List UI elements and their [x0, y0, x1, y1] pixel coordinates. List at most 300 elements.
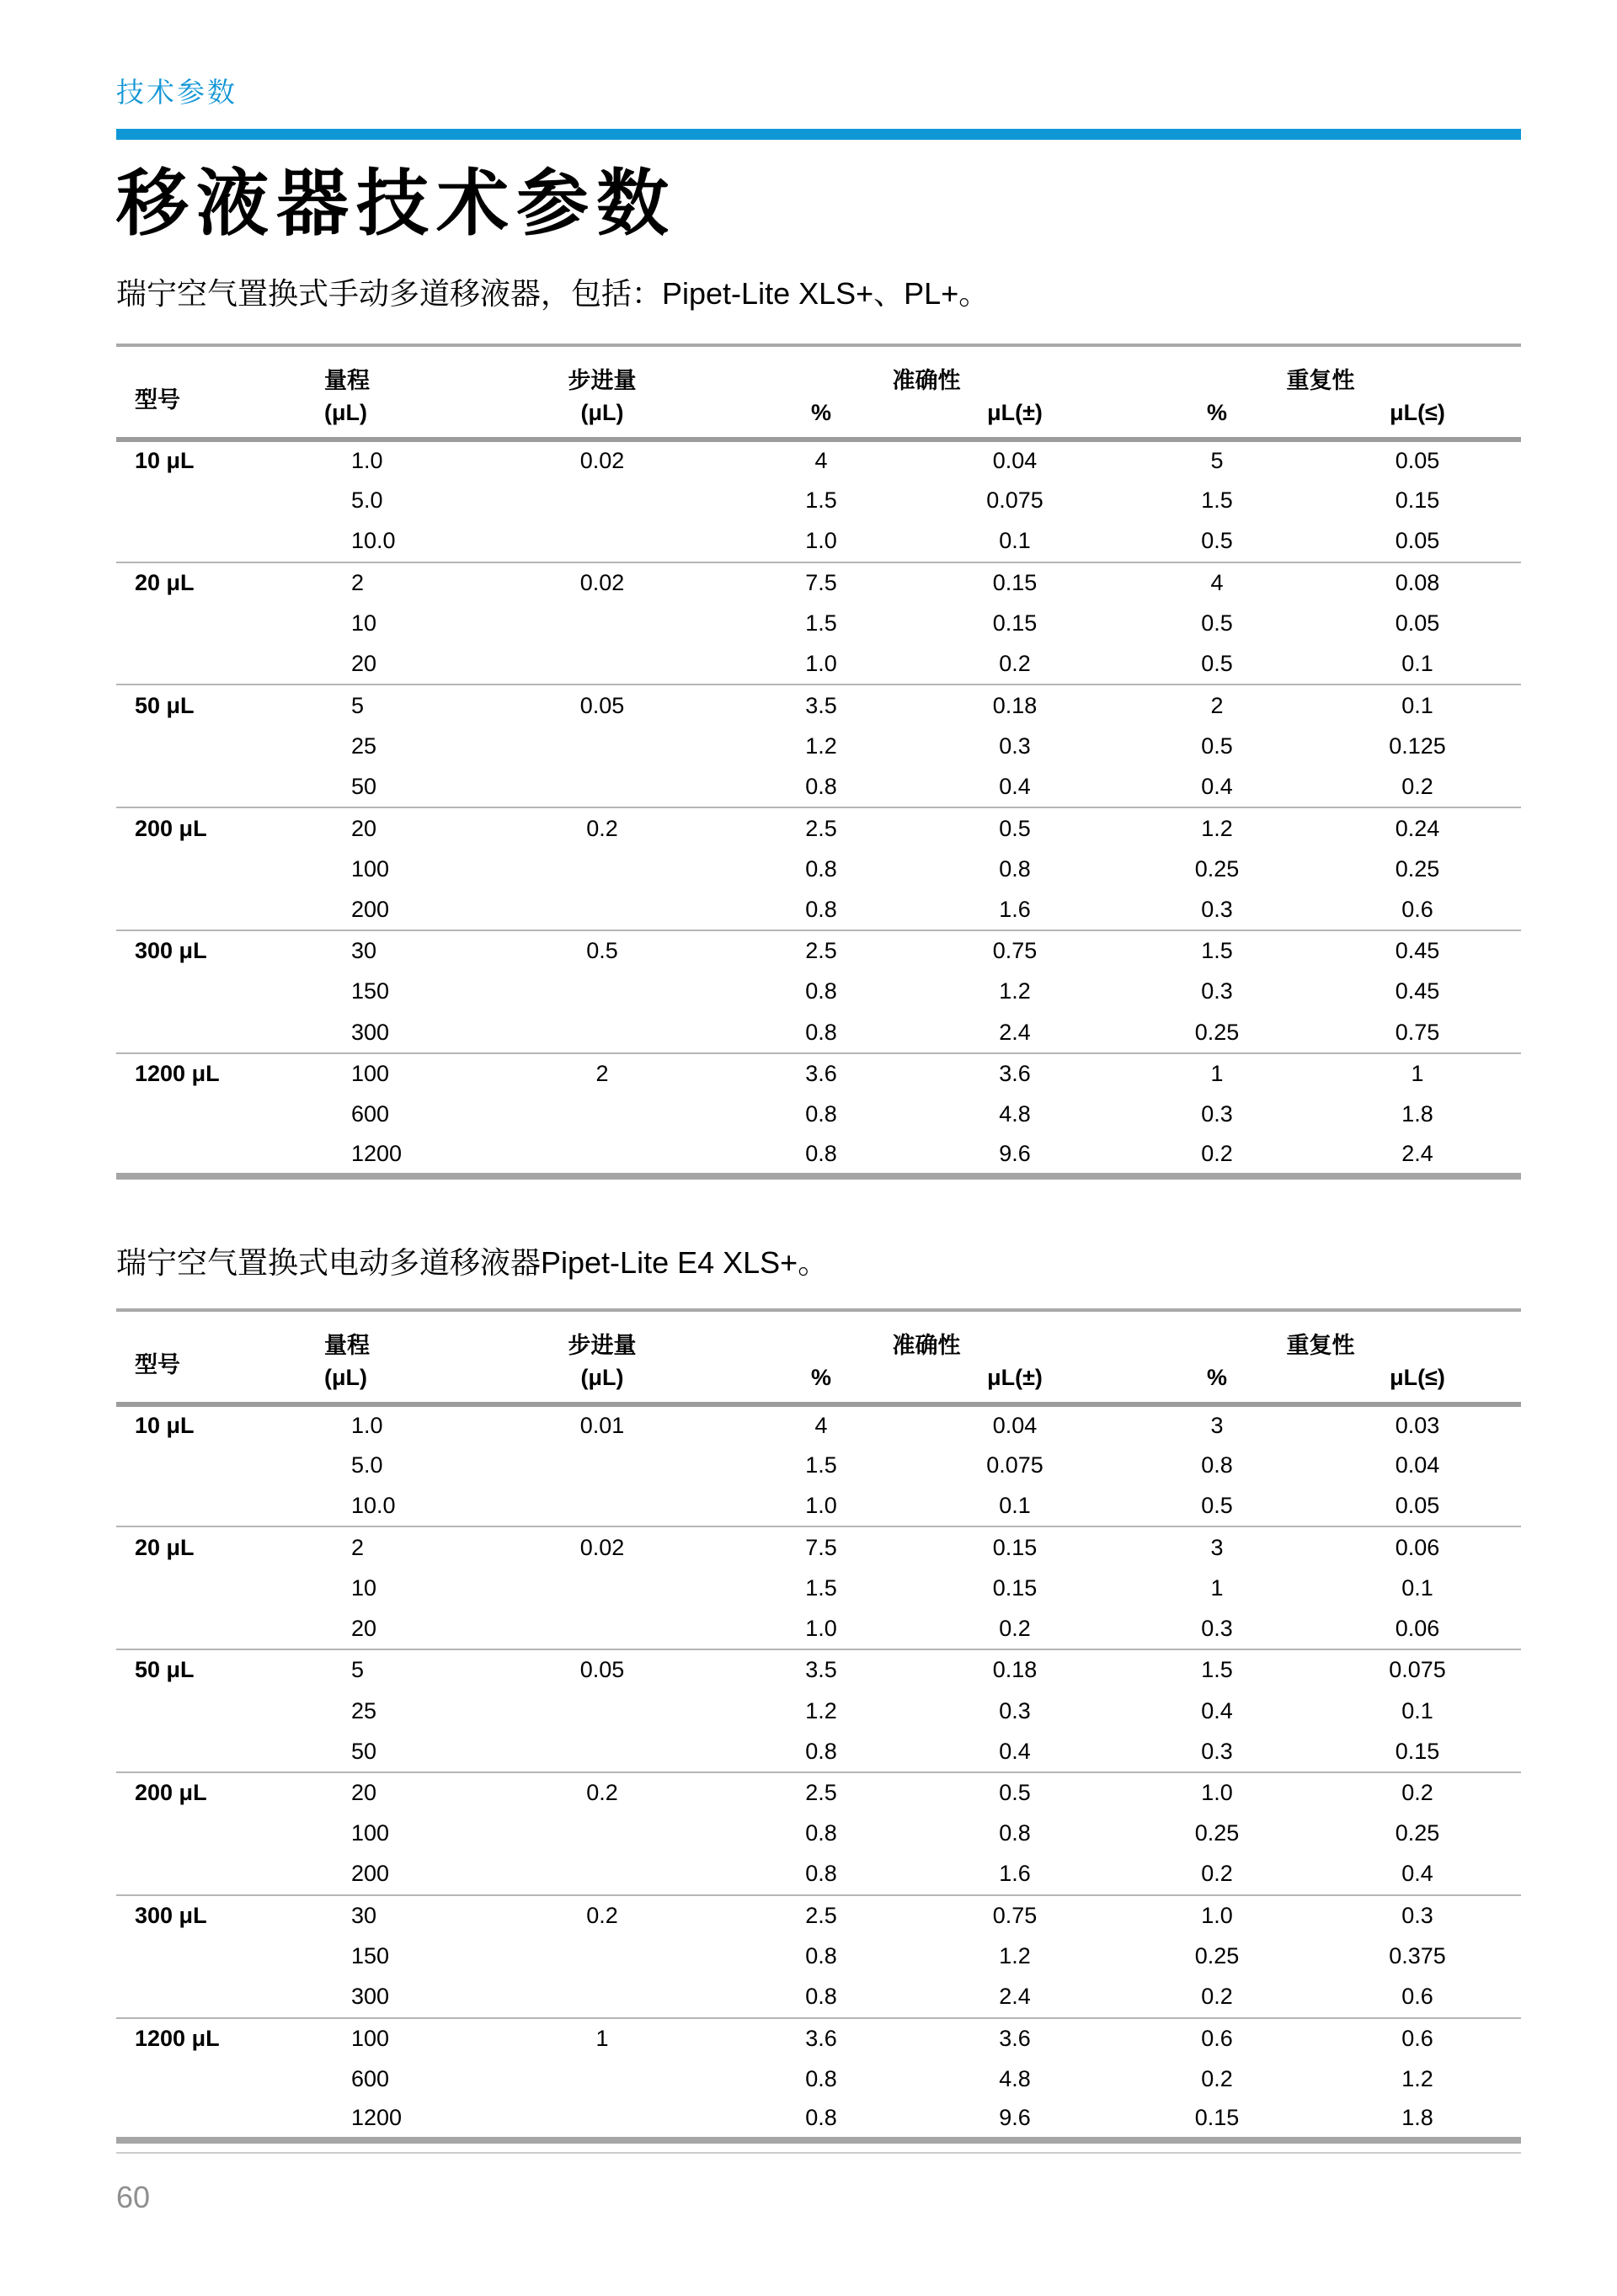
- value-cell: 0.3: [1201, 1615, 1233, 1641]
- value-cell: 0.2: [999, 651, 1031, 677]
- value-cell: 5.0: [351, 1452, 383, 1478]
- value-cell: 3.6: [910, 2018, 1120, 2059]
- value-cell: 0.05: [1395, 610, 1440, 637]
- value-cell: 0.1: [999, 1493, 1031, 1519]
- value-cell: 1200: [351, 1140, 403, 1166]
- model-cell: 300 μL: [116, 1895, 324, 1936]
- value-cell: 1.0: [351, 448, 383, 474]
- page-number: 60: [116, 2180, 151, 2215]
- value-cell: [472, 1568, 733, 1609]
- value-cell: 100: [324, 1053, 472, 1095]
- value-cell: 0.04: [992, 1412, 1038, 1438]
- value-cell: 0.2: [1401, 773, 1433, 799]
- value-cell: 0.18: [910, 685, 1120, 726]
- value-cell: 0.1: [1401, 1697, 1433, 1723]
- model-cell: 1200 μL: [116, 1053, 324, 1095]
- model-cell: [116, 1609, 324, 1650]
- model-cell: [116, 1691, 324, 1732]
- model-cell: [116, 644, 324, 685]
- value-cell: 0.6: [1314, 2018, 1521, 2059]
- column-header-step-unit: (μL): [580, 1364, 624, 1390]
- value-cell: 0.2: [1201, 1140, 1233, 1166]
- value-cell: 3.5: [733, 685, 910, 726]
- value-cell: 0.15: [1395, 487, 1440, 514]
- model-cell: [116, 481, 324, 522]
- column-header-repeatability-ul: μL(≤): [1390, 399, 1445, 425]
- value-cell: 0.8: [999, 855, 1031, 882]
- value-cell: 600: [351, 2065, 390, 2091]
- column-header-step-unit: (μL): [580, 399, 624, 425]
- value-cell: 2: [472, 1053, 733, 1095]
- spec-row: [116, 807, 1521, 849]
- value-cell: 600: [351, 1101, 390, 1127]
- value-cell: 1.2: [805, 1697, 837, 1723]
- column-header-repeatability: 重复性: [1286, 367, 1355, 393]
- spec-row: [116, 1053, 1521, 1095]
- column-header-accuracy-percent: %: [810, 399, 831, 425]
- value-cell: 2.4: [1401, 1140, 1433, 1166]
- column-header-accuracy: 准确性: [892, 367, 961, 393]
- value-cell: 0.15: [992, 1574, 1038, 1601]
- value-cell: 0.25: [1395, 855, 1440, 882]
- value-cell: [472, 1135, 733, 1176]
- value-cell: [472, 2100, 733, 2141]
- value-cell: 1.5: [805, 1452, 837, 1478]
- value-cell: 1.0: [1120, 1895, 1314, 1936]
- spec-row: [116, 930, 1521, 972]
- column-header-accuracy-ul: μL(±): [987, 1364, 1043, 1390]
- value-cell: 0.02: [579, 448, 625, 474]
- value-cell: 1.2: [805, 732, 837, 759]
- value-cell: 2: [324, 1526, 472, 1568]
- spec-row: [116, 1895, 1521, 1936]
- value-cell: 0.2: [472, 807, 733, 849]
- spec-row: [116, 1609, 1521, 1650]
- value-cell: [472, 644, 733, 685]
- value-cell: 2.5: [733, 807, 910, 849]
- value-cell: 0.5: [910, 1772, 1120, 1814]
- value-cell: 1.5: [805, 487, 837, 514]
- spec-row: [116, 1814, 1521, 1855]
- model-cell: [116, 889, 324, 930]
- value-cell: 0.5: [910, 807, 1120, 849]
- spec-row: [116, 2100, 1521, 2141]
- spec-row: [116, 1135, 1521, 1176]
- column-header-step: 步进量: [568, 367, 637, 393]
- value-cell: 0.1: [1401, 1574, 1433, 1601]
- model-cell: [116, 1814, 324, 1855]
- spec-row: [116, 1772, 1521, 1814]
- value-cell: 0.075: [986, 487, 1043, 514]
- value-cell: 1.2: [1120, 807, 1314, 849]
- value-cell: 1.0: [805, 528, 837, 554]
- value-cell: 0.75: [1395, 1019, 1440, 1045]
- value-cell: 1200: [351, 2105, 403, 2131]
- column-header-step: 步进量: [568, 1332, 637, 1358]
- value-cell: 4.8: [999, 1101, 1031, 1127]
- model-cell: [116, 972, 324, 1013]
- value-cell: 0.15: [1194, 2105, 1240, 2131]
- value-cell: [472, 1936, 733, 1977]
- value-cell: 0.02: [472, 562, 733, 604]
- value-cell: 200: [351, 896, 390, 922]
- value-cell: 0.02: [472, 1526, 733, 1568]
- value-cell: [472, 1731, 733, 1772]
- value-cell: 0.3: [1201, 1738, 1233, 1764]
- value-cell: 10: [351, 610, 377, 637]
- value-cell: 0.8: [805, 1820, 837, 1846]
- value-cell: 0.8: [805, 2105, 837, 2131]
- model-cell: 20 μL: [116, 562, 324, 604]
- value-cell: 30: [324, 930, 472, 972]
- column-header-range-unit: (μL): [324, 1364, 367, 1390]
- value-cell: 0.8: [805, 1101, 837, 1127]
- value-cell: 1: [1120, 1053, 1314, 1095]
- value-cell: 5: [324, 685, 472, 726]
- value-cell: [472, 767, 733, 808]
- value-cell: 1.5: [1201, 487, 1233, 514]
- value-cell: 0.8: [805, 1984, 837, 2010]
- value-cell: 0.3: [1314, 1895, 1521, 1936]
- model-cell: 200 μL: [116, 807, 324, 849]
- value-cell: 20: [351, 651, 377, 677]
- value-cell: 0.5: [1201, 610, 1233, 637]
- value-cell: 100: [351, 855, 390, 882]
- spec-row: [116, 1486, 1521, 1527]
- value-cell: 25: [351, 732, 377, 759]
- spec-table-electronic: [116, 1308, 1521, 2144]
- value-cell: 0.25: [1395, 1820, 1440, 1846]
- value-cell: 4: [814, 448, 828, 474]
- spec-row: [116, 849, 1521, 890]
- spec-row: [116, 972, 1521, 1013]
- value-cell: 0.8: [805, 1140, 837, 1166]
- value-cell: 0.2: [1201, 1984, 1233, 2010]
- value-cell: 3: [1210, 1412, 1224, 1438]
- value-cell: [472, 603, 733, 644]
- value-cell: 4: [1120, 562, 1314, 604]
- table-body: [116, 439, 1521, 1176]
- spec-row: [116, 1445, 1521, 1486]
- value-cell: 0.8: [805, 773, 837, 799]
- value-cell: 0.45: [1395, 978, 1440, 1004]
- value-cell: 0.15: [910, 562, 1120, 604]
- value-cell: 0.075: [1314, 1649, 1521, 1691]
- value-cell: 2.4: [999, 1019, 1031, 1045]
- value-cell: 300: [351, 1984, 390, 2010]
- value-cell: 0.08: [1314, 562, 1521, 604]
- value-cell: 1.8: [1401, 1101, 1433, 1127]
- value-cell: [472, 2059, 733, 2100]
- value-cell: 2.4: [999, 1984, 1031, 2010]
- spec-row: [116, 521, 1521, 562]
- column-header-repeatability-percent: %: [1206, 1364, 1227, 1390]
- value-cell: 1.2: [1401, 2065, 1433, 2091]
- value-cell: 0.15: [910, 1526, 1120, 1568]
- value-cell: 0.24: [1314, 807, 1521, 849]
- model-cell: [116, 1568, 324, 1609]
- value-cell: 1.5: [805, 1574, 837, 1601]
- value-cell: 0.4: [1201, 773, 1233, 799]
- value-cell: 20: [351, 1615, 377, 1641]
- value-cell: 10.0: [351, 1493, 396, 1519]
- value-cell: 150: [351, 978, 390, 1004]
- value-cell: 0.4: [1201, 1697, 1233, 1723]
- value-cell: 0.4: [999, 773, 1031, 799]
- value-cell: 9.6: [999, 1140, 1031, 1166]
- accent-bar: [116, 129, 1521, 140]
- value-cell: 0.5: [1201, 732, 1233, 759]
- value-cell: 0.4: [999, 1738, 1031, 1764]
- section-intro: 瑞宁空气置换式电动多道移液器Pipet-Lite E4 XLS+。: [116, 1244, 829, 1280]
- eyebrow-label: 技术参数: [116, 77, 237, 108]
- model-cell: 300 μL: [116, 930, 324, 972]
- value-cell: 20: [324, 807, 472, 849]
- model-cell: [116, 1445, 324, 1486]
- value-cell: 1.0: [805, 1615, 837, 1641]
- value-cell: 0.75: [910, 930, 1120, 972]
- column-header-model: 型号: [135, 386, 180, 413]
- value-cell: 100: [351, 1820, 390, 1846]
- value-cell: [472, 1814, 733, 1855]
- column-header-accuracy: 准确性: [892, 1332, 961, 1358]
- model-cell: 10 μL: [135, 448, 195, 474]
- value-cell: 0.5: [472, 930, 733, 972]
- value-cell: 5: [324, 1649, 472, 1691]
- spec-row: [116, 481, 1521, 522]
- model-cell: [116, 1135, 324, 1176]
- value-cell: 0.18: [910, 1649, 1120, 1691]
- model-cell: [116, 521, 324, 562]
- spec-row: [116, 726, 1521, 767]
- model-cell: 50 μL: [116, 1649, 324, 1691]
- value-cell: 0.15: [992, 610, 1038, 637]
- value-cell: 0.1: [1314, 685, 1521, 726]
- model-cell: [116, 767, 324, 808]
- value-cell: 0.5: [1201, 528, 1233, 554]
- spec-row: [116, 603, 1521, 644]
- value-cell: 0.05: [472, 685, 733, 726]
- value-cell: 1: [472, 2018, 733, 2059]
- value-cell: 0.3: [999, 732, 1031, 759]
- value-cell: 0.01: [579, 1412, 625, 1438]
- value-cell: 0.3: [1201, 896, 1233, 922]
- value-cell: 3.6: [910, 1053, 1120, 1095]
- model-cell: 1200 μL: [116, 2018, 324, 2059]
- value-cell: 7.5: [733, 1526, 910, 1568]
- value-cell: 30: [324, 1895, 472, 1936]
- section-intro: 瑞宁空气置换式手动多道移液器，包括：Pipet-Lite XLS+、PL+。: [116, 275, 990, 311]
- value-cell: 1.6: [999, 1861, 1031, 1887]
- value-cell: 0.75: [910, 1895, 1120, 1936]
- model-cell: [116, 2100, 324, 2141]
- value-cell: 0.075: [986, 1452, 1043, 1478]
- value-cell: [472, 1012, 733, 1053]
- value-cell: 1.8: [1401, 2105, 1433, 2131]
- value-cell: 10: [351, 1574, 377, 1601]
- value-cell: 1.2: [999, 1943, 1031, 1969]
- model-cell: 20 μL: [116, 1526, 324, 1568]
- value-cell: 0.8: [805, 855, 837, 882]
- spec-row: [116, 1094, 1521, 1135]
- value-cell: [472, 481, 733, 522]
- value-cell: 7.5: [733, 562, 910, 604]
- value-cell: 0.25: [1194, 855, 1240, 882]
- value-cell: [472, 1691, 733, 1732]
- value-cell: 1: [1314, 1053, 1521, 1095]
- value-cell: 0.15: [1395, 1738, 1440, 1764]
- value-cell: 0.1: [999, 528, 1031, 554]
- model-cell: [116, 1486, 324, 1527]
- column-header-repeatability: 重复性: [1286, 1332, 1355, 1358]
- value-cell: 150: [351, 1943, 390, 1969]
- spec-row: [116, 767, 1521, 808]
- value-cell: 5: [1210, 448, 1224, 474]
- model-cell: [116, 1936, 324, 1977]
- table-header: [116, 345, 1521, 439]
- model-cell: [116, 849, 324, 890]
- value-cell: 0.05: [1395, 528, 1440, 554]
- spec-row: [116, 439, 1521, 481]
- value-cell: 2: [1120, 685, 1314, 726]
- value-cell: 0.1: [1401, 651, 1433, 677]
- value-cell: 0.05: [472, 1649, 733, 1691]
- value-cell: [472, 1854, 733, 1895]
- value-cell: 1.5: [805, 610, 837, 637]
- spec-row: [116, 1404, 1521, 1446]
- value-cell: 0.2: [999, 1615, 1031, 1641]
- value-cell: 0.6: [1401, 1984, 1433, 2010]
- value-cell: 5.0: [351, 487, 383, 514]
- value-cell: 0.06: [1395, 1615, 1440, 1641]
- value-cell: 4.8: [999, 2065, 1031, 2091]
- value-cell: [472, 972, 733, 1013]
- value-cell: 0.8: [805, 2065, 837, 2091]
- model-cell: 200 μL: [116, 1772, 324, 1814]
- value-cell: 20: [324, 1772, 472, 1814]
- value-cell: 0.2: [1314, 1772, 1521, 1814]
- spec-row: [116, 1731, 1521, 1772]
- value-cell: 1.0: [351, 1412, 383, 1438]
- value-cell: 0.3: [1201, 1101, 1233, 1127]
- column-header-model: 型号: [135, 1351, 180, 1377]
- section-manual-pipettes: [116, 274, 1521, 1180]
- value-cell: 0.8: [805, 1738, 837, 1764]
- value-cell: 3.6: [733, 1053, 910, 1095]
- value-cell: 0.2: [472, 1772, 733, 1814]
- model-cell: 10 μL: [135, 1412, 195, 1438]
- value-cell: 0.2: [1201, 2065, 1233, 2091]
- value-cell: 1.0: [1120, 1772, 1314, 1814]
- spec-row: [116, 1526, 1521, 1568]
- spec-row: [116, 644, 1521, 685]
- value-cell: 3.5: [733, 1649, 910, 1691]
- value-cell: 4: [814, 1412, 828, 1438]
- value-cell: 1.0: [805, 1493, 837, 1519]
- model-cell: [116, 1012, 324, 1053]
- value-cell: [472, 849, 733, 890]
- column-header-range-unit: (μL): [324, 399, 367, 425]
- value-cell: 0.05: [1395, 448, 1440, 474]
- value-cell: 2.5: [733, 930, 910, 972]
- spec-row: [116, 685, 1521, 726]
- value-cell: 0.04: [1395, 1452, 1440, 1478]
- value-cell: [472, 521, 733, 562]
- model-cell: [116, 2059, 324, 2100]
- value-cell: 0.4: [1401, 1861, 1433, 1887]
- value-cell: 50: [351, 1738, 377, 1764]
- value-cell: 0.3: [999, 1697, 1031, 1723]
- value-cell: 0.6: [1401, 896, 1433, 922]
- model-cell: [116, 1094, 324, 1135]
- value-cell: [472, 726, 733, 767]
- value-cell: 0.5: [1201, 651, 1233, 677]
- value-cell: 0.8: [805, 896, 837, 922]
- spec-row: [116, 1012, 1521, 1053]
- value-cell: 0.45: [1314, 930, 1521, 972]
- value-cell: 1.5: [1120, 1649, 1314, 1691]
- value-cell: [472, 1977, 733, 2018]
- value-cell: [472, 1486, 733, 1527]
- value-cell: 0.25: [1194, 1943, 1240, 1969]
- model-cell: [116, 1854, 324, 1895]
- value-cell: 0.2: [1201, 1861, 1233, 1887]
- page-title: 移液器技术参数: [116, 162, 676, 244]
- spec-row: [116, 2059, 1521, 2100]
- value-cell: 0.8: [805, 1019, 837, 1045]
- value-cell: 100: [324, 2018, 472, 2059]
- value-cell: 200: [351, 1861, 390, 1887]
- value-cell: 0.25: [1194, 1820, 1240, 1846]
- column-header-range: 量程: [324, 1332, 370, 1358]
- model-cell: [116, 726, 324, 767]
- spec-row: [116, 1977, 1521, 2018]
- value-cell: 1.0: [805, 651, 837, 677]
- value-cell: 2: [324, 562, 472, 604]
- value-cell: [472, 1094, 733, 1135]
- column-header-repeatability-ul: μL(≤): [1390, 1364, 1445, 1390]
- value-cell: 0.3: [1201, 978, 1233, 1004]
- value-cell: 10.0: [351, 528, 396, 554]
- value-cell: 0.06: [1314, 1526, 1521, 1568]
- value-cell: [472, 1445, 733, 1486]
- model-cell: 50 μL: [116, 685, 324, 726]
- value-cell: 2.5: [733, 1772, 910, 1814]
- spec-row: [116, 889, 1521, 930]
- spec-table-manual: [116, 344, 1521, 1180]
- value-cell: 1.5: [1120, 930, 1314, 972]
- spec-row: [116, 1568, 1521, 1609]
- value-cell: 0.25: [1194, 1019, 1240, 1045]
- value-cell: 1.2: [999, 978, 1031, 1004]
- value-cell: 9.6: [999, 2105, 1031, 2131]
- spec-row: [116, 562, 1521, 604]
- value-cell: 0.8: [805, 978, 837, 1004]
- column-header-accuracy-ul: μL(±): [987, 399, 1043, 425]
- value-cell: 2.5: [733, 1895, 910, 1936]
- footer-rule: [116, 2152, 1521, 2154]
- value-cell: 1.6: [999, 896, 1031, 922]
- value-cell: 3.6: [733, 2018, 910, 2059]
- spec-row: [116, 1936, 1521, 1977]
- value-cell: 0.04: [992, 448, 1038, 474]
- model-cell: [116, 1977, 324, 2018]
- spec-row: [116, 1649, 1521, 1691]
- model-cell: [116, 1731, 324, 1772]
- value-cell: 0.8: [1201, 1452, 1233, 1478]
- value-cell: 25: [351, 1697, 377, 1723]
- value-cell: 1: [1210, 1574, 1224, 1601]
